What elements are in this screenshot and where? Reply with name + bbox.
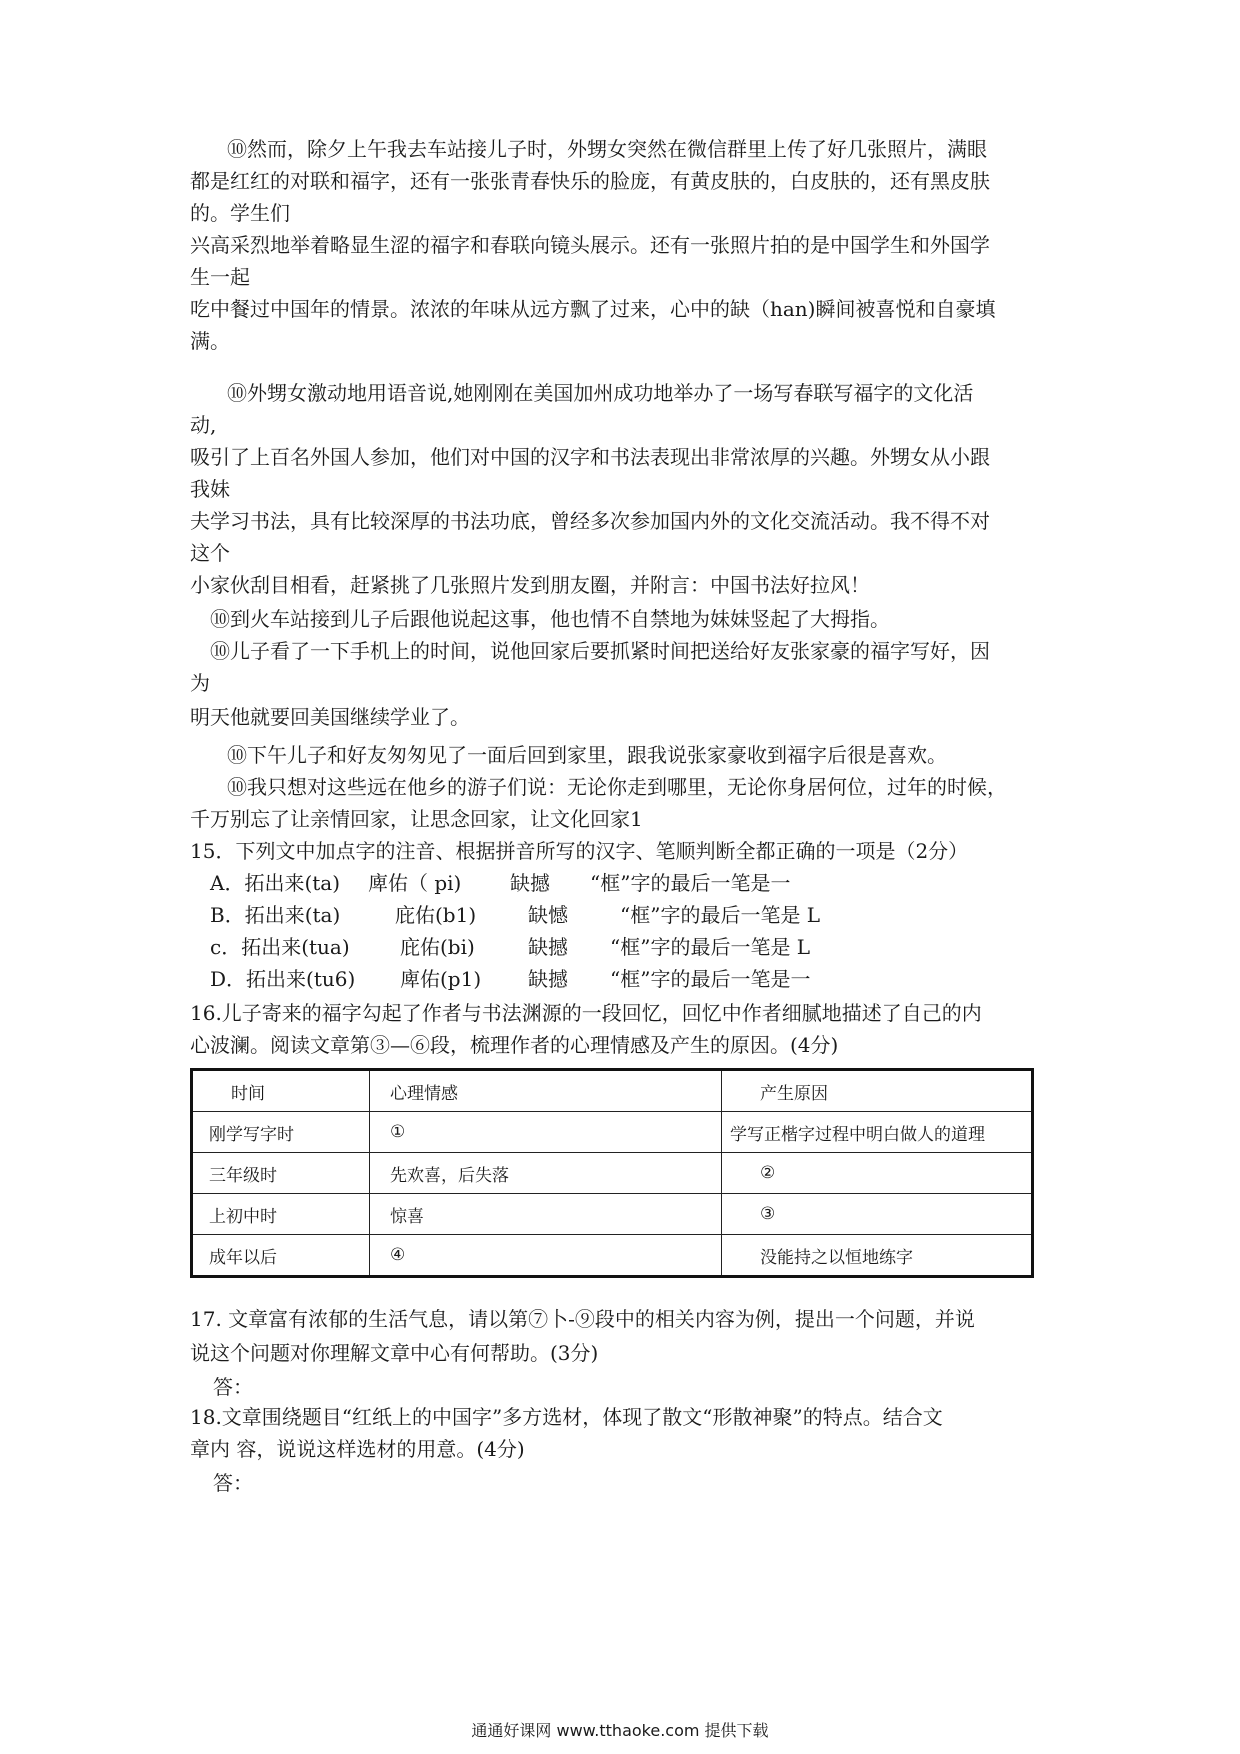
passage-line: 满。 <box>190 329 230 353</box>
passage-line: 兴高采烈地举着略显生涩的福字和春联向镜头展示。还有一张照片拍的是中国学生和外国学 <box>190 233 990 257</box>
passage-line: 吃中餐过中国年的情景。浓浓的年味从远方飘了过来，心中的缺（han)瞬间被喜悦和自豪填 <box>190 297 996 321</box>
passage-line: 吸引了上百名外国人参加，他们对中国的汉字和书法表现出非常浓厚的兴趣。外甥女从小跟 <box>190 445 990 469</box>
passage-line: 为 <box>190 671 210 695</box>
table-row <box>192 1153 1033 1194</box>
table-header: 心理情感 <box>370 1070 722 1112</box>
passage-line: ⑩外甥女激动地用语音说,她刚刚在美国加州成功地举办了一场写春联写福字的文化活 <box>227 381 974 405</box>
passage-line: 的。学生们 <box>190 201 290 225</box>
table-cell: 三年级时 <box>192 1153 370 1194</box>
passage-line: ⑩到火车站接到儿子后跟他说起这事，他也情不自禁地为妹妹竖起了大拇指。 <box>210 607 890 631</box>
question-17-stem: 17. 文章富有浓郁的生活气息，请以第⑦卜-⑨段中的相关内容为例，提出一个问题，并说 <box>190 1307 975 1331</box>
question-15-stem: 15．下列文中加点字的注音、根据拼音所写的汉字、笔顺判断全都正确的一项是（2分） <box>190 839 969 863</box>
passage-line: 动, <box>190 413 217 437</box>
table-header: 时间 <box>192 1070 370 1112</box>
table-cell: 先欢喜，后失落 <box>370 1153 722 1194</box>
table-cell: ③ <box>722 1194 1033 1235</box>
table-cell: ① <box>370 1112 722 1153</box>
passage-line: 都是红红的对联和福字，还有一张张青春快乐的脸庞，有黄皮肤的，白皮肤的，还有黑皮肤 <box>190 169 990 193</box>
passage-line: ⑩然而，除夕上午我去车站接儿子时，外甥女突然在微信群里上传了好几张照片，满眼 <box>227 137 987 161</box>
passage-line: ⑩儿子看了一下手机上的时间，说他回家后要抓紧时间把送给好友张家豪的福字写好，因 <box>210 639 990 663</box>
question-18-stem: 18.文章围绕题目“红纸上的中国字”多方选材，体现了散文“形散神聚”的特点。结合文 <box>190 1405 943 1429</box>
question-15-option-c: c．拓出来(tua) 庇佑(bi) 缺撼 “框”字的最后一笔是 L <box>210 935 811 959</box>
question-15-option-a: A．拓出来(ta) 庳佑（ pi) 缺撼 “框”字的最后一笔是一 <box>210 871 791 895</box>
question-16-stem: 心波澜。阅读文章第③—⑥段，梳理作者的心理情感及产生的原因。(4分) <box>190 1033 839 1057</box>
table-header: 产生原因 <box>722 1070 1033 1112</box>
passage-line: 这个 <box>190 541 230 565</box>
passage-line: ⑩下午儿子和好友匆匆见了一面后回到家里，跟我说张家豪收到福字后很是喜欢。 <box>227 743 947 767</box>
table-cell: ④ <box>370 1235 722 1277</box>
question-15-option-d: D．拓出来(tu6) 庳佑(p1) 缺撼 “框”字的最后一笔是一 <box>210 967 811 991</box>
table-cell: 没能持之以恒地练字 <box>722 1235 1033 1277</box>
table-header-row <box>192 1070 1033 1112</box>
table-cell: 学写正楷字过程中明白做人的道理 <box>722 1112 1033 1153</box>
table-cell: 惊喜 <box>370 1194 722 1235</box>
question-15-option-b: B．拓出来(ta) 庇佑(b1) 缺憾 “框”字的最后一笔是 L <box>210 903 821 927</box>
question-18-stem: 章内 容，说说这样选材的用意。(4分) <box>190 1437 525 1461</box>
table-row <box>192 1194 1033 1235</box>
question-17-stem: 说这个问题对你理解文章中心有何帮助。(3分) <box>190 1341 599 1365</box>
table-cell: 成年以后 <box>192 1235 370 1277</box>
passage-line: 小家伙刮目相看，赶紧挑了几张照片发到朋友圈，并附言：中国书法好拉风！ <box>190 573 870 597</box>
emotion-table <box>190 1068 1034 1278</box>
passage-line: 明天他就要回美国继续学业了。 <box>190 705 470 729</box>
question-18-answer-label: 答： <box>213 1471 253 1495</box>
question-17-answer-label: 答： <box>213 1375 253 1399</box>
passage-line: 千万别忘了让亲情回家，让思念回家，让文化回家1 <box>190 807 643 831</box>
passage-line: 我妹 <box>190 477 230 501</box>
table-row <box>192 1235 1033 1277</box>
table-cell: 刚学写字时 <box>192 1112 370 1153</box>
page-footer: 通通好课网 www.tthaoke.com 提供下载 <box>471 1721 769 1740</box>
table-row <box>192 1112 1033 1153</box>
question-16-stem: 16.儿子寄来的福字勾起了作者与书法渊源的一段回忆，回忆中作者细腻地描述了自己的内 <box>190 1001 982 1025</box>
passage-line: 夫学习书法，具有比较深厚的书法功底，曾经多次参加国内外的文化交流活动。我不得不对 <box>190 509 990 533</box>
passage-line: 生一起 <box>190 265 250 289</box>
passage-line: ⑩我只想对这些远在他乡的游子们说：无论你走到哪里，无论你身居何位，过年的时候， <box>227 775 1007 799</box>
table-cell: ② <box>722 1153 1033 1194</box>
table-cell: 上初中时 <box>192 1194 370 1235</box>
